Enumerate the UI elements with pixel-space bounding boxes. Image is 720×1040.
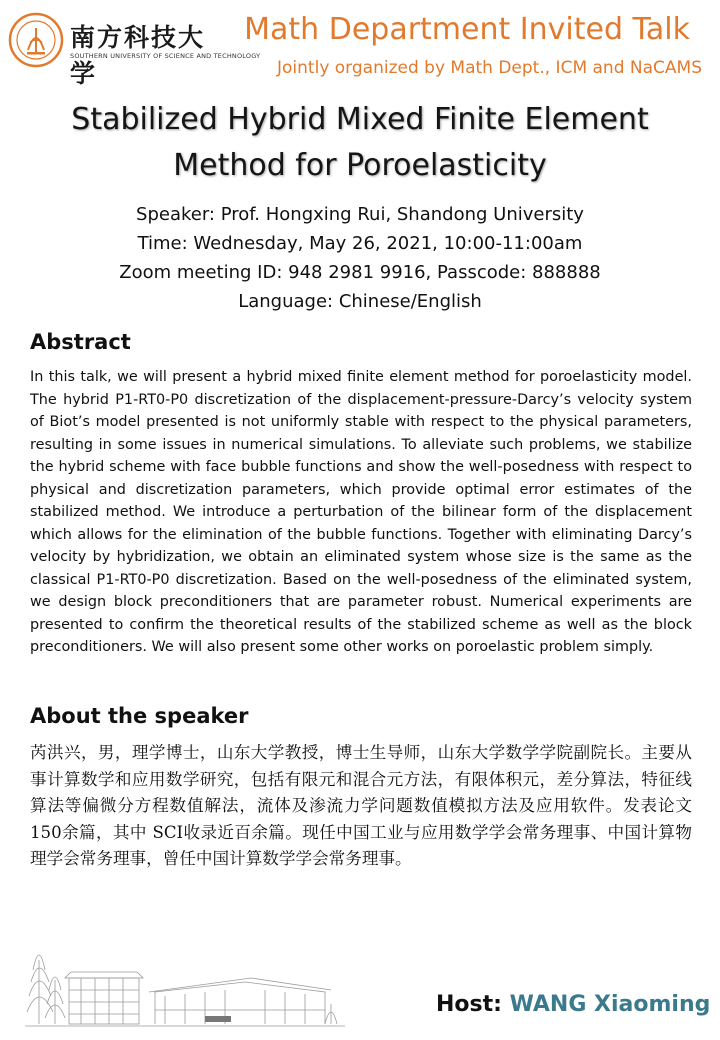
host-line <box>436 992 710 1017</box>
university-seal-icon <box>8 12 64 68</box>
university-name-cn: 南方科技大学 <box>70 23 206 88</box>
department-subtitle: Jointly organized by Math Dept., ICM and NaCAMS <box>277 58 702 78</box>
talk-title-line-2: Method for Poroelasticity <box>173 148 547 183</box>
university-name-en: SOUTHERN UNIVERSITY OF SCIENCE AND TECHNOLOGY <box>70 52 261 60</box>
talk-info <box>0 200 720 316</box>
language-line: Language: Chinese/English <box>238 291 482 312</box>
host-name: WANG Xiaoming <box>509 992 711 1017</box>
talk-title <box>0 97 720 189</box>
time-line: Time: Wednesday, May 26, 2021, 10:00-11:00am <box>137 233 583 254</box>
speaker-bio: 芮洪兴，男，理学博士，山东大学教授，博士生导师，山东大学数学学院副院长。主要从事计算数学和应用数学研究，包括有限元和混合元方法，有限体积元，差分算法，特征线算法等偏微分方程数值解法，流体及渗流力学问题数值模拟方法及应用软件。发表论文150余篇，其中 SCI收录近百余篇。现任中国工业与应用数学学会常务理事、中国计算物理学会常务理事，曾任中国计算数学学会常务理事。 <box>30 743 692 868</box>
zoom-line: Zoom meeting ID: 948 2981 9916, Passcode: 888888 <box>119 262 601 283</box>
speaker-heading: About the speaker <box>30 704 249 728</box>
abstract-heading: Abstract <box>30 330 131 354</box>
abstract-text: In this talk, we will present a hybrid mixed finite element method for poroelasticity model. The hybrid P1-RT0-P0 discretization of the displacement-pressure-Darcy’s velocity system of Biot’s model presented is not uniformly stable with respect to the physical parameters, resulting in some issues in numerical simulations. To alleviate such problems, we stabilize the hybrid scheme with face bubble functions and show the well-posedness with respect to physical and discretization parameters, which provide optimal error estimates of the stabilized method. We introduce a perturbation of the bilinear form of the displacement which allows for the elimination of the bubble functions. Together with eliminating Darcy’s velocity by hybridization, we obtain an eliminated system whose size is the same as the classical P1-RT0-P0 discretization. Based on the well-posedness of the eliminated system, we design block preconditioners that are parameter robust. Numerical experiments are presented to confirm the theoretical results of the stabilized scheme as well as the block preconditioners. We will also present some other works on poroelastic problem simply. <box>30 369 692 655</box>
campus-sketch-illustration <box>25 920 345 1032</box>
talk-title-line-1: Stabilized Hybrid Mixed Finite Element <box>71 102 649 137</box>
host-label: Host: <box>436 992 502 1017</box>
speaker-line: Speaker: Prof. Hongxing Rui, Shandong University <box>136 204 584 225</box>
university-logo <box>8 12 261 88</box>
department-title: Math Department Invited Talk <box>244 12 690 47</box>
